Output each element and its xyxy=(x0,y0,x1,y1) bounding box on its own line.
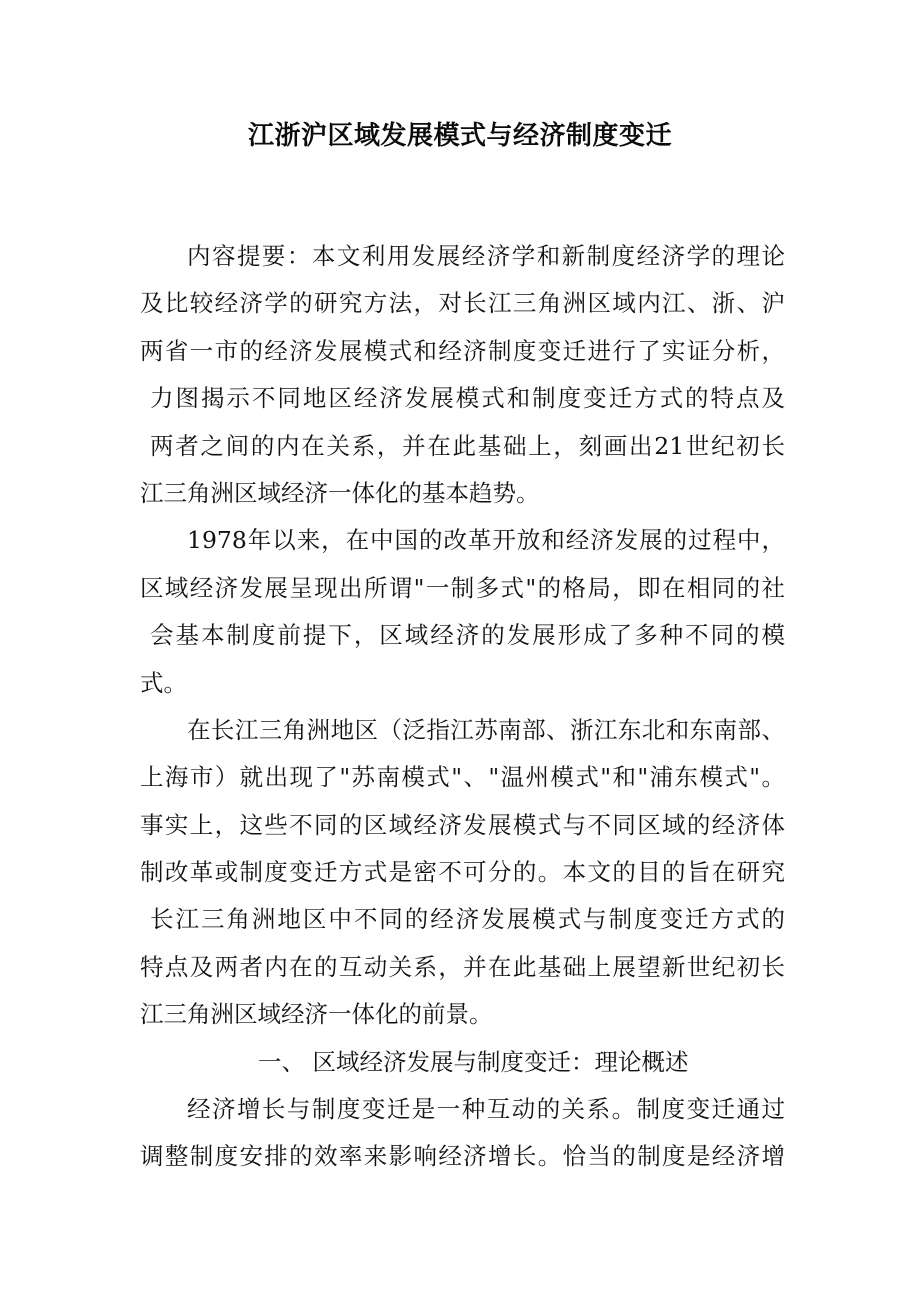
text-line: 1978年以来，在中国的改革开放和经济发展的过程中， xyxy=(187,526,785,555)
text-line: 制改革或制度变迁方式是密不可分的。本文的目的旨在研究 xyxy=(140,858,785,887)
text-line: 两省一市的经济发展模式和经济制度变迁进行了实证分析， xyxy=(140,336,785,365)
text-line: 力图揭示不同地区经济发展模式和制度变迁方式的特点及 xyxy=(150,384,785,413)
text-line: 会基本制度前提下，区域经济的发展形成了多种不同的模 xyxy=(150,621,785,650)
text-line: 及比较经济学的研究方法，对长江三角洲区域内江、浙、沪 xyxy=(140,289,785,318)
text-line: 在长江三角洲地区（泛指江苏南部、浙江东北和东南部、 xyxy=(187,715,785,744)
text-line: 事实上，这些不同的区域经济发展模式与不同区域的经济体 xyxy=(140,810,785,839)
text-line: 江三角洲区域经济一体化的基本趋势。 xyxy=(140,478,540,507)
section-heading: 一、 区域经济发展与制度变迁：理论概述 xyxy=(258,1047,689,1076)
text-line: 上海市）就出现了"苏南模式"、"温州模式"和"浦东模式"。 xyxy=(140,763,785,792)
text-line: 两者之间的内在关系，并在此基础上，刻画出21世纪初长 xyxy=(150,431,785,460)
text-line: 式。 xyxy=(140,668,187,697)
document-body xyxy=(140,240,785,1188)
text-line: 内容提要：本文利用发展经济学和新制度经济学的理论 xyxy=(187,242,785,270)
text-line: 特点及两者内在的互动关系，并在此基础上展望新世纪初长 xyxy=(140,952,785,981)
text-line: 江三角洲区域经济一体化的前景。 xyxy=(140,1000,493,1029)
text-line: 区域经济发展呈现出所谓"一制多式"的格局，即在相同的社 xyxy=(140,573,785,602)
document-title: 江浙沪区域发展模式与经济制度变迁 xyxy=(247,121,672,151)
text-line: 长江三角洲地区中不同的经济发展模式与制度变迁方式的 xyxy=(150,905,785,934)
text-line: 经济增长与制度变迁是一种互动的关系。制度变迁通过 xyxy=(187,1095,785,1124)
text-line: 调整制度安排的效率来影响经济增长。恰当的制度是经济增 xyxy=(140,1142,785,1171)
